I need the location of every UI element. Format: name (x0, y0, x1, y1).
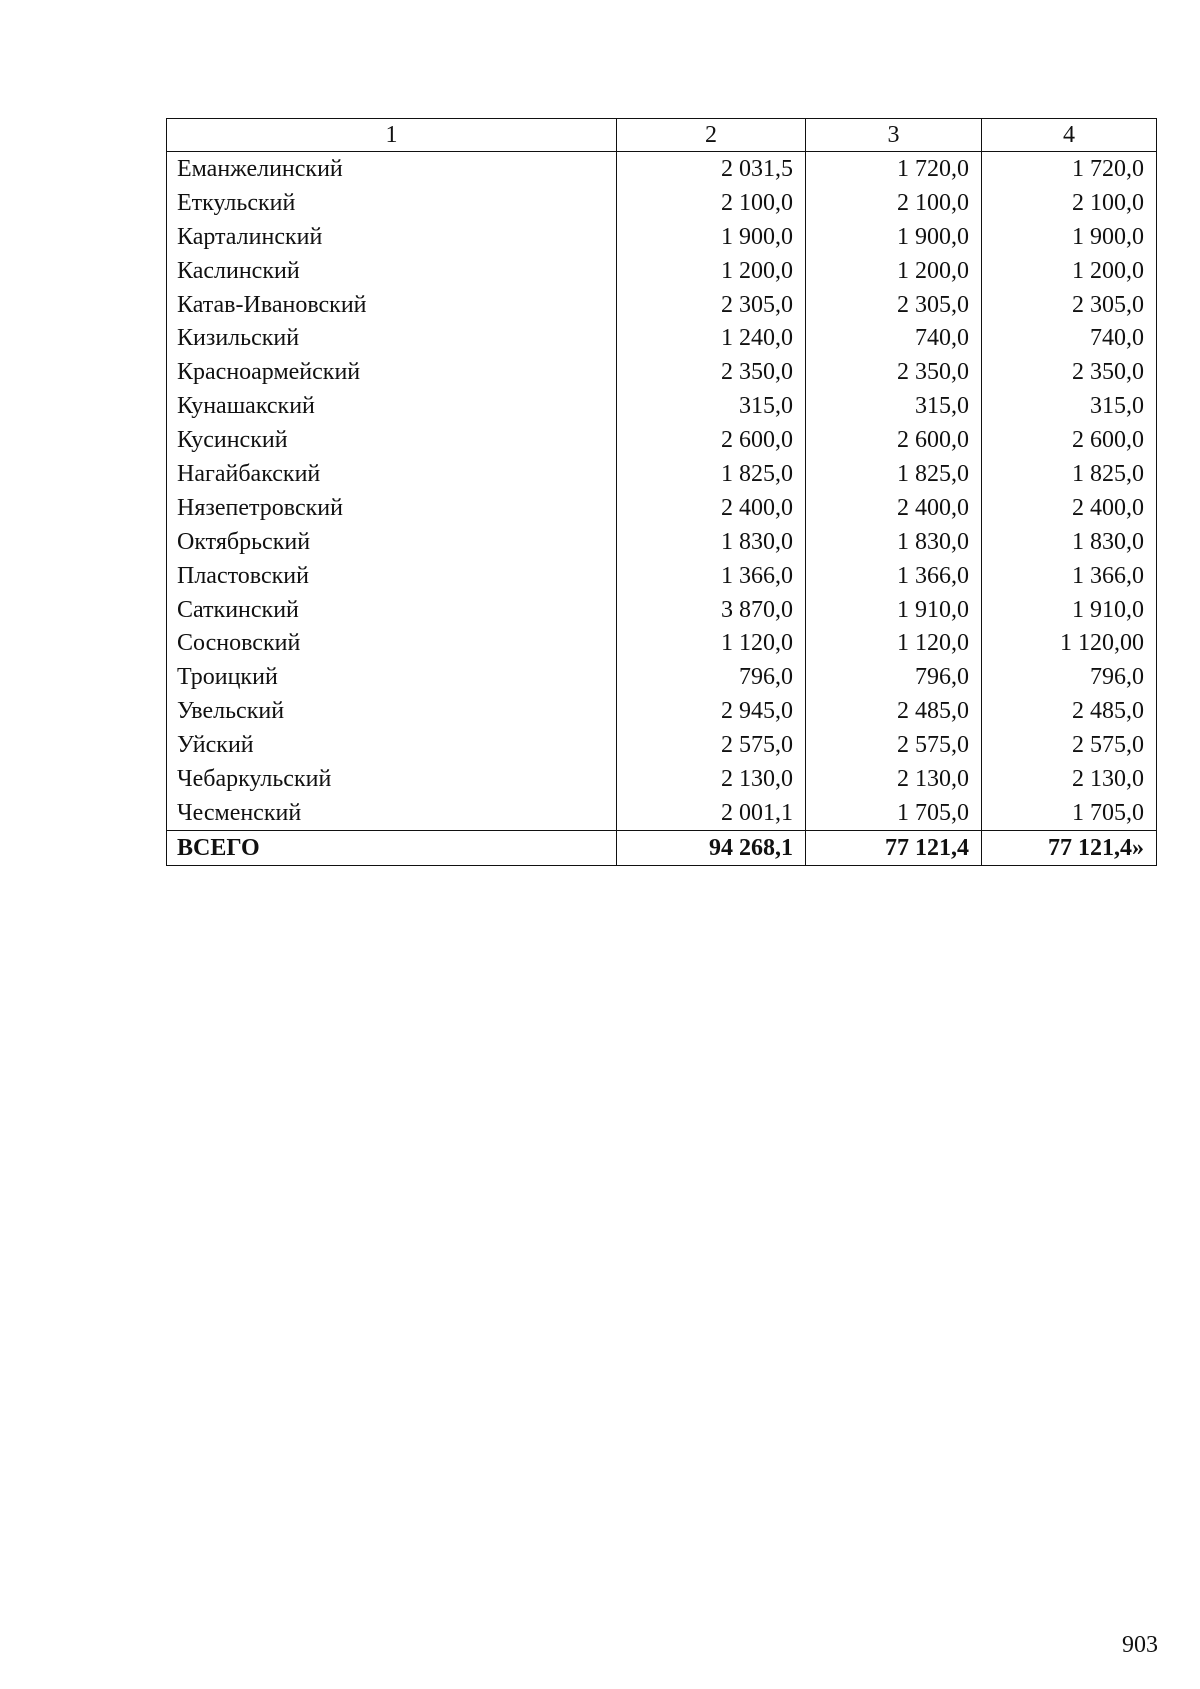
district-name-cell: Пластовский (167, 559, 617, 593)
value-cell-col-2: 2 575,0 (617, 728, 806, 762)
value-cell-col-3: 2 575,0 (806, 728, 982, 762)
district-name-cell: Еманжелинский (167, 152, 617, 186)
table-row (167, 796, 1157, 830)
value-cell-col-3: 1 200,0 (806, 254, 982, 288)
table-row (167, 491, 1157, 525)
value-cell-col-3: 2 130,0 (806, 762, 982, 796)
district-name-cell: Кизильский (167, 321, 617, 355)
value-cell-col-4: 1 910,0 (982, 593, 1157, 627)
value-cell-col-4: 1 200,0 (982, 254, 1157, 288)
district-name-cell: ВСЕГО (167, 830, 617, 865)
value-cell-col-4: 1 720,0 (982, 152, 1157, 186)
value-cell-col-4: 1 830,0 (982, 525, 1157, 559)
table-body (167, 152, 1157, 866)
table-row (167, 593, 1157, 627)
district-name-cell: Саткинский (167, 593, 617, 627)
value-cell-col-2: 1 200,0 (617, 254, 806, 288)
district-name-cell: Кунашакский (167, 389, 617, 423)
column-header-1: 1 (167, 119, 617, 152)
value-cell-col-4: 77 121,4» (982, 830, 1157, 865)
value-cell-col-3: 1 830,0 (806, 525, 982, 559)
value-cell-col-3: 2 600,0 (806, 423, 982, 457)
value-cell-col-3: 2 400,0 (806, 491, 982, 525)
value-cell-col-4: 2 575,0 (982, 728, 1157, 762)
value-cell-col-3: 1 900,0 (806, 220, 982, 254)
value-cell-col-4: 796,0 (982, 660, 1157, 694)
value-cell-col-4: 1 900,0 (982, 220, 1157, 254)
district-name-cell: Троицкий (167, 660, 617, 694)
table-row (167, 626, 1157, 660)
district-name-cell: Сосновский (167, 626, 617, 660)
table-row (167, 457, 1157, 491)
column-header-3: 3 (806, 119, 982, 152)
value-cell-col-4: 2 600,0 (982, 423, 1157, 457)
value-cell-col-2: 2 031,5 (617, 152, 806, 186)
value-cell-col-2: 796,0 (617, 660, 806, 694)
value-cell-col-4: 1 366,0 (982, 559, 1157, 593)
table-row (167, 186, 1157, 220)
value-cell-col-2: 1 120,0 (617, 626, 806, 660)
district-name-cell: Чебаркульский (167, 762, 617, 796)
value-cell-col-3: 77 121,4 (806, 830, 982, 865)
table-row (167, 355, 1157, 389)
district-name-cell: Карталинский (167, 220, 617, 254)
value-cell-col-2: 315,0 (617, 389, 806, 423)
value-cell-col-4: 2 130,0 (982, 762, 1157, 796)
value-cell-col-4: 2 305,0 (982, 288, 1157, 322)
column-header-4: 4 (982, 119, 1157, 152)
value-cell-col-4: 315,0 (982, 389, 1157, 423)
value-cell-col-3: 1 120,0 (806, 626, 982, 660)
district-name-cell: Уйский (167, 728, 617, 762)
table-row (167, 321, 1157, 355)
table-row (167, 525, 1157, 559)
district-name-cell: Каслинский (167, 254, 617, 288)
district-name-cell: Нязепетровский (167, 491, 617, 525)
value-cell-col-4: 1 825,0 (982, 457, 1157, 491)
value-cell-col-2: 1 240,0 (617, 321, 806, 355)
value-cell-col-2: 2 305,0 (617, 288, 806, 322)
district-name-cell: Нагайбакский (167, 457, 617, 491)
table-row (167, 152, 1157, 186)
data-table (166, 118, 1157, 866)
table-row (167, 762, 1157, 796)
value-cell-col-3: 796,0 (806, 660, 982, 694)
value-cell-col-4: 2 485,0 (982, 694, 1157, 728)
value-cell-col-2: 1 900,0 (617, 220, 806, 254)
district-name-cell: Катав-Ивановский (167, 288, 617, 322)
value-cell-col-3: 315,0 (806, 389, 982, 423)
table-row (167, 728, 1157, 762)
value-cell-col-4: 2 100,0 (982, 186, 1157, 220)
value-cell-col-4: 740,0 (982, 321, 1157, 355)
table-row (167, 694, 1157, 728)
value-cell-col-4: 2 400,0 (982, 491, 1157, 525)
value-cell-col-3: 1 705,0 (806, 796, 982, 830)
value-cell-col-3: 1 825,0 (806, 457, 982, 491)
value-cell-col-2: 2 945,0 (617, 694, 806, 728)
table-row (167, 660, 1157, 694)
value-cell-col-2: 2 001,1 (617, 796, 806, 830)
district-name-cell: Красноармейский (167, 355, 617, 389)
value-cell-col-3: 2 485,0 (806, 694, 982, 728)
value-cell-col-3: 1 366,0 (806, 559, 982, 593)
table-header-row (167, 119, 1157, 152)
value-cell-col-4: 1 705,0 (982, 796, 1157, 830)
district-name-cell: Еткульский (167, 186, 617, 220)
value-cell-col-2: 1 830,0 (617, 525, 806, 559)
value-cell-col-2: 1 366,0 (617, 559, 806, 593)
value-cell-col-3: 740,0 (806, 321, 982, 355)
district-name-cell: Увельский (167, 694, 617, 728)
value-cell-col-2: 1 825,0 (617, 457, 806, 491)
value-cell-col-2: 2 130,0 (617, 762, 806, 796)
district-name-cell: Чесменский (167, 796, 617, 830)
page-number: 903 (1122, 1632, 1158, 1658)
value-cell-col-3: 2 350,0 (806, 355, 982, 389)
column-header-2: 2 (617, 119, 806, 152)
value-cell-col-3: 1 910,0 (806, 593, 982, 627)
table-row (167, 254, 1157, 288)
table-row (167, 389, 1157, 423)
table-total-row (167, 830, 1157, 865)
value-cell-col-3: 1 720,0 (806, 152, 982, 186)
value-cell-col-2: 2 350,0 (617, 355, 806, 389)
value-cell-col-2: 2 600,0 (617, 423, 806, 457)
district-name-cell: Октябрьский (167, 525, 617, 559)
district-name-cell: Кусинский (167, 423, 617, 457)
table-row (167, 220, 1157, 254)
table-row (167, 559, 1157, 593)
value-cell-col-2: 2 400,0 (617, 491, 806, 525)
value-cell-col-2: 94 268,1 (617, 830, 806, 865)
value-cell-col-2: 3 870,0 (617, 593, 806, 627)
value-cell-col-4: 1 120,00 (982, 626, 1157, 660)
value-cell-col-2: 2 100,0 (617, 186, 806, 220)
value-cell-col-3: 2 100,0 (806, 186, 982, 220)
value-cell-col-4: 2 350,0 (982, 355, 1157, 389)
value-cell-col-3: 2 305,0 (806, 288, 982, 322)
table-row (167, 288, 1157, 322)
table-row (167, 423, 1157, 457)
